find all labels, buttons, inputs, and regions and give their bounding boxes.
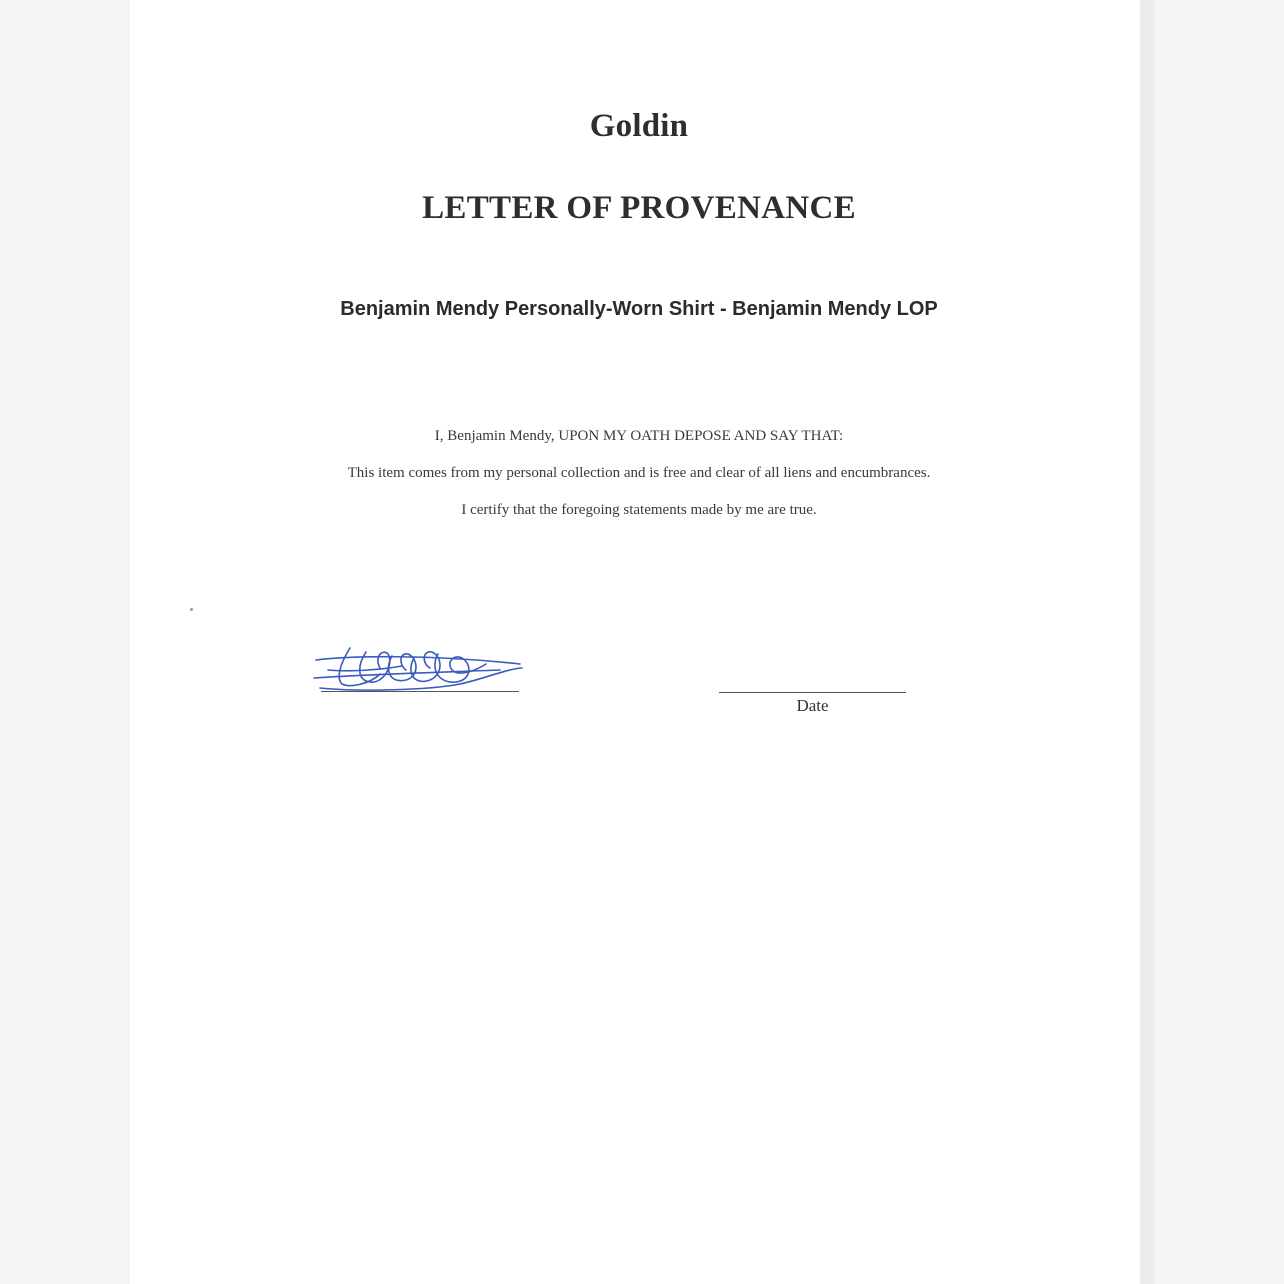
date-line: [719, 692, 906, 693]
item-title: Benjamin Mendy Personally-Worn Shirt - Benjamin Mendy LOP: [340, 298, 938, 320]
handwritten-signature: [310, 634, 530, 698]
date-label: Date: [796, 696, 829, 715]
oath-statement: I, Benjamin Mendy, UPON MY OATH DEPOSE AND SAY THAT:: [434, 428, 844, 444]
document-page: [130, 0, 1140, 1284]
document-title: LETTER OF PROVENANCE: [422, 190, 856, 226]
brand-name: Goldin: [589, 108, 689, 144]
scan-speck: [190, 608, 193, 611]
certification-statement: I certify that the foregoing statements made by me are true.: [461, 502, 817, 518]
collection-statement: This item comes from my personal collection and is free and clear of all liens and encumbrances.: [347, 465, 931, 481]
